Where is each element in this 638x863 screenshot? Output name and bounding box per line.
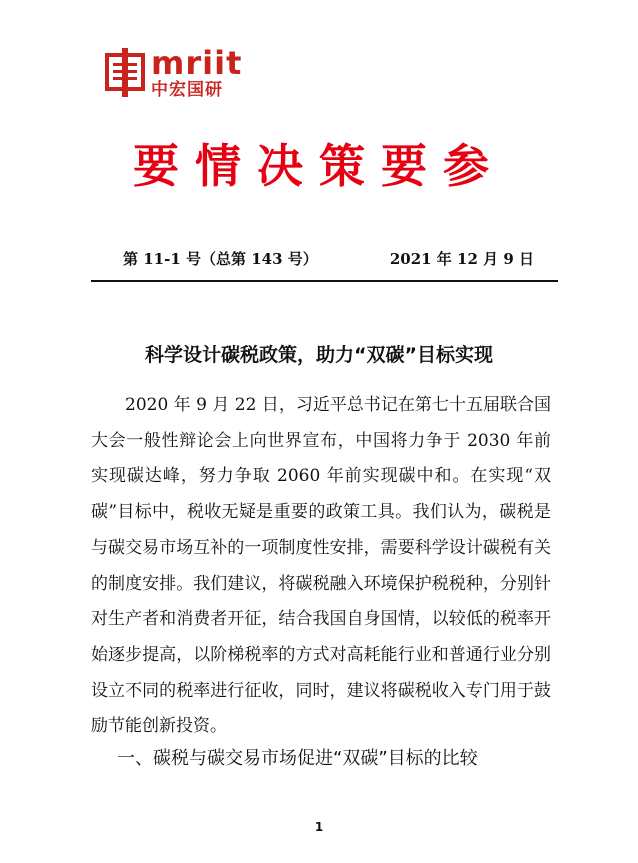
section-heading: 一、碳税与碳交易市场促进“双碳”目标的比较 [117,748,478,769]
seal-icon [105,48,145,97]
issue-number: 第 11-1 号（总第 143 号） [123,250,318,268]
issue-info [123,248,534,269]
logo-chinese-name: 中宏国研 [151,80,223,100]
issue-date: 2021 年 12 月 9 日 [389,250,534,268]
page-number: 1 [314,820,324,834]
article-paragraph: 2020 年 9 月 22 日，习近平总书记在第七十五届联合国大会一般性辩论会上向世界宣布，中国将力争于 2030 年前实现碳达峰，努力争取 2060 年前实现碳中和。在实现“双碳”目标中，税收无疑是重要的政策工具。我们认为，碳税是与碳交易市场互补的一项制度性安排，需要科学设计碳税有关的制度安排。我们建议，将碳税融入环境保护税税种，分别针对生产者和消费者开征，结合我国自身国情，以较低的税率开始逐步提高，以阶梯税率的方式对高耗能行业和普通行业分别设立不同的税率进行征收，同时，建议将碳税收入专门用于鼓励节能创新投资。 [91,395,551,737]
logo-wordmark: mriit [151,44,243,82]
logo [105,44,243,100]
masthead-title: 要情决策要参 [133,139,505,193]
header-divider [91,280,558,282]
article-title: 科学设计碳税政策，助力“双碳”目标实现 [145,344,493,366]
